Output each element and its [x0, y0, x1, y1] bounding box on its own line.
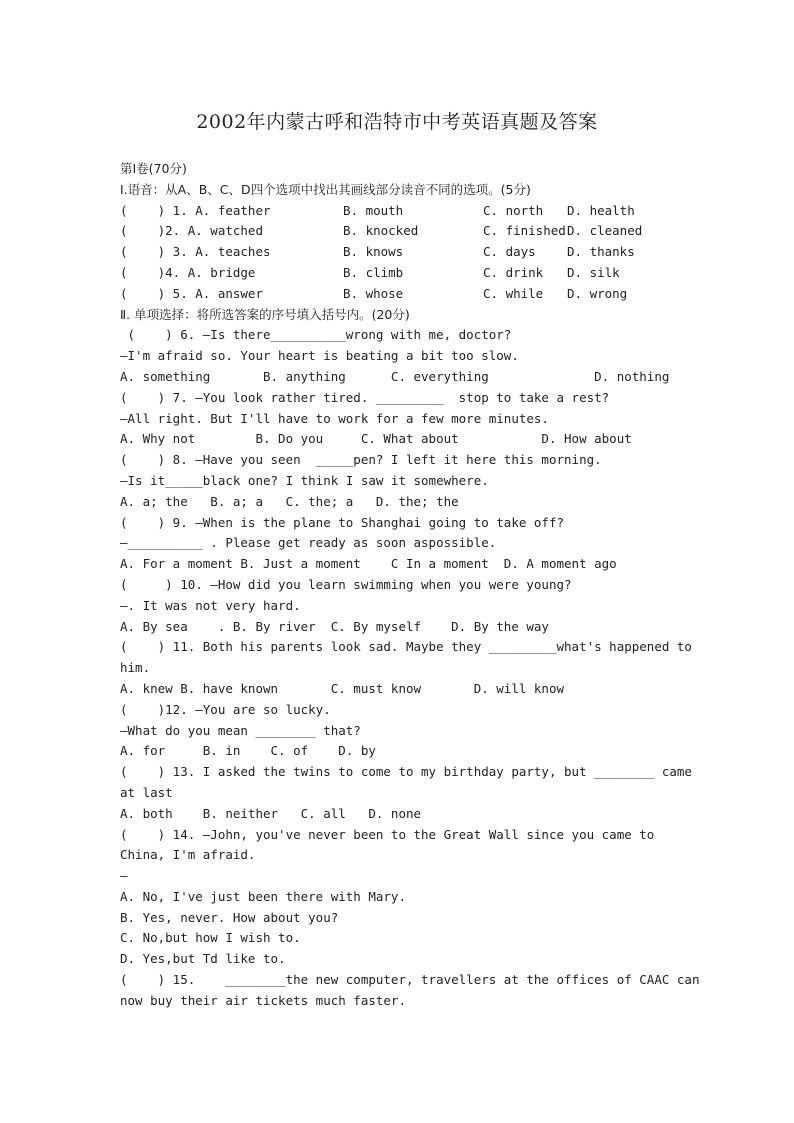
option-cell: B. knows — [343, 244, 404, 260]
option-cell: C. finished — [483, 223, 566, 239]
text-line: China, I'm afraid. — [120, 847, 256, 863]
text-line: A. By sea . B. By river C. By myself D. By the way — [120, 618, 549, 634]
option-cell: D. health — [567, 202, 635, 218]
option-cell: C. north — [483, 202, 544, 218]
text-line — [120, 201, 720, 222]
text-line: ( ) 14. —John, you've never been to the Great Wall since you came to — [120, 826, 655, 842]
text-line: ( ) 10. —How did you learn swimming when you were young? — [120, 576, 572, 592]
text-line: —What do you mean ________ that? — [120, 722, 361, 738]
option-cell: D. cleaned — [567, 223, 643, 239]
option-cell: C. while — [483, 285, 544, 301]
text-line — [120, 263, 720, 284]
page-title: 2002年内蒙古呼和浩特市中考英语真题及答案 — [196, 111, 598, 133]
option-cell: B. mouth — [343, 202, 404, 218]
text-line: —All right. But I'll have to work for a few more minutes. — [120, 410, 549, 426]
text-line: ( ) 13. I asked the twins to come to my birthday party, but ________ came — [120, 764, 692, 780]
option-cell: ( ) 3. A. teaches — [120, 244, 271, 260]
option-cell: B. climb — [343, 264, 404, 280]
text-line: A. for B. in C. of D. by — [120, 743, 376, 759]
text-line: ( ) 6. —Is there__________wrong with me, doctor? — [120, 327, 512, 343]
option-cell: B. knocked — [343, 223, 419, 239]
option-cell: ( )2. A. watched — [120, 223, 263, 239]
option-cell: ( ) 1. A. feather — [120, 202, 271, 218]
text-line: A. No, I've just been there with Mary. — [120, 888, 406, 904]
option-cell: ( )4. A. bridge — [120, 264, 256, 280]
text-line: A. something B. anything C. everything D. nothing — [120, 368, 670, 384]
text-line: A. For a moment B. Just a moment C In a moment D. A moment ago — [120, 556, 617, 572]
text-line — [120, 242, 720, 263]
option-cell: D. thanks — [567, 244, 635, 260]
text-line: ( ) 7. —You look rather tired. _________ stop to take a rest? — [120, 389, 610, 405]
text-line: ( )12. —You are so lucky. — [120, 701, 331, 717]
text-line: A. knew B. have known C. must know D. will know — [120, 680, 565, 696]
text-line: at last — [120, 784, 173, 800]
text-line: —__________ . Please get ready as soon aspossible. — [120, 535, 497, 551]
text-line: —Is it_____black one? I think I saw it somewhere. — [120, 472, 489, 488]
text-line: — — [120, 868, 128, 884]
text-line: ( ) 11. Both his parents look sad. Maybe they _________what's happened to — [120, 639, 692, 655]
text-line — [120, 284, 720, 305]
text-line: A. a; the B. a; a C. the; a D. the; the — [120, 493, 459, 509]
text-line: D. Yes,but Td like to. — [120, 951, 286, 967]
text-line: B. Yes, never. How about you? — [120, 909, 339, 925]
text-line: ( ) 9. —When is the plane to Shanghai going to take off? — [120, 514, 565, 530]
exam-body — [120, 159, 720, 1012]
option-cell: D. silk — [567, 264, 620, 280]
option-cell: ( ) 5. A. answer — [120, 285, 263, 301]
text-line: now buy their air tickets much faster. — [120, 992, 406, 1008]
text-line: Ⅰ.语音：从A、B、C、D四个选项中找出其画线部分读音不同的选项。(5分) — [120, 181, 531, 197]
text-line: —. It was not very hard. — [120, 597, 301, 613]
text-line: —I'm afraid so. Your heart is beating a bit too slow. — [120, 348, 519, 364]
text-line: A. both B. neither C. all D. none — [120, 805, 422, 821]
option-cell: D. wrong — [567, 285, 628, 301]
text-line: him. — [120, 660, 151, 676]
text-line: ( ) 8. —Have you seen _____pen? I left it here this morning. — [120, 452, 602, 468]
text-line: ( ) 15. ________the new computer, travellers at the offices of CAAC can — [120, 972, 700, 988]
text-line: Ⅱ. 单项选择：将所选答案的序号填入括号内。(20分) — [120, 306, 410, 322]
text-line: 第Ⅰ卷(70分) — [120, 161, 187, 176]
option-cell: C. drink — [483, 264, 544, 280]
option-cell: C. days — [483, 244, 536, 260]
text-line — [120, 221, 720, 242]
text-line: C. No,but how I wish to. — [120, 930, 301, 946]
option-cell: B. whose — [343, 285, 404, 301]
text-line: A. Why not B. Do you C. What about D. How about — [120, 431, 632, 447]
